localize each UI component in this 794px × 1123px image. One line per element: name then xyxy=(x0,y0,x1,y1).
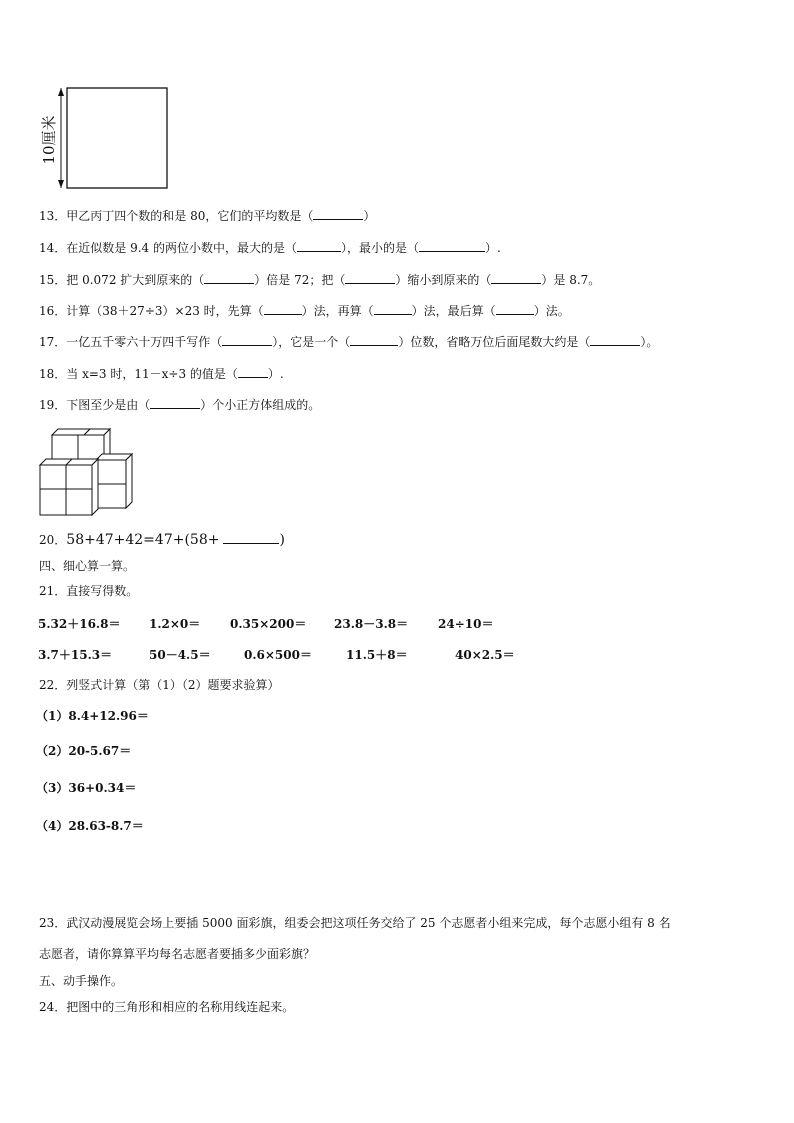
question-18: 18．当 x=3 时，11－x÷3 的值是（ ）. xyxy=(39,367,284,381)
q19-number: 19． xyxy=(39,398,67,412)
cube-face xyxy=(96,460,126,484)
mental-calc-item: 0.35×200＝ xyxy=(230,617,307,631)
cube-face xyxy=(40,489,66,515)
answer-blank[interactable] xyxy=(204,271,254,284)
q14-number: 14． xyxy=(39,241,67,255)
question-24: 24．把图中的三角形和相应的名称用线连起来。 xyxy=(39,1000,295,1014)
answer-blank[interactable] xyxy=(590,333,640,346)
answer-blank[interactable] xyxy=(345,271,395,284)
q23-number: 23． xyxy=(39,916,67,930)
answer-blank[interactable] xyxy=(264,302,302,315)
answer-blank[interactable] xyxy=(491,271,541,284)
q24-number: 24． xyxy=(39,1000,67,1014)
mental-calc-item: 3.7＋15.3＝ xyxy=(38,648,113,662)
q15-number: 15． xyxy=(39,273,67,287)
mental-calc-item: 24÷10＝ xyxy=(438,617,494,631)
question-14: 14．在近似数是 9.4 的两位小数中，最大的是（ ），最小的是（ ）. xyxy=(39,241,501,255)
cube-face xyxy=(96,484,126,508)
cube-face xyxy=(52,435,78,461)
cube-face xyxy=(126,454,132,508)
answer-blank[interactable] xyxy=(150,396,200,409)
question-19: 19．下图至少是由（ ）个小正方体组成的。 xyxy=(39,398,321,412)
vertical-calc-item: （4）28.63-8.7＝ xyxy=(36,819,144,833)
q18-number: 18． xyxy=(39,367,67,381)
q21-number: 21． xyxy=(39,584,67,598)
question-23-line-1: 23．武汉动漫展览会场上要插 5000 面彩旗，组委会把这项任务交给了 25 个志愿者小组来完成，每个志愿小组有 8 名 xyxy=(39,916,671,930)
answer-blank[interactable] xyxy=(313,207,363,220)
answer-blank[interactable] xyxy=(350,333,398,346)
dimension-arrow-bottom xyxy=(58,180,64,188)
square-figure xyxy=(36,82,176,197)
question-20: 20．58+47+42=47+(58+ ) xyxy=(39,532,285,548)
mental-calc-item: 23.8－3.8＝ xyxy=(334,617,409,631)
q20-number: 20． xyxy=(39,533,67,547)
mental-calc-item: 1.2×0＝ xyxy=(149,617,201,631)
answer-blank[interactable] xyxy=(223,531,279,544)
answer-blank[interactable] xyxy=(374,302,412,315)
vertical-calc-item: （3）36+0.34＝ xyxy=(36,781,137,795)
question-13: 13．甲乙丙丁四个数的和是 80，它们的平均数是（ ） xyxy=(39,209,376,223)
mental-calc-item: 40×2.5＝ xyxy=(455,648,515,662)
section-5-heading: 五、动手操作。 xyxy=(39,974,124,988)
vertical-calc-item: （1）8.4+12.96＝ xyxy=(36,709,149,723)
answer-blank[interactable] xyxy=(419,239,485,252)
question-22: 22．列竖式计算（第（1）（2）题要求验算） xyxy=(39,678,280,692)
q17-number: 17． xyxy=(39,335,67,349)
mental-calc-item: 50－4.5＝ xyxy=(149,648,211,662)
square-shape xyxy=(67,88,167,188)
dimension-arrow-top xyxy=(58,88,64,96)
cube-face xyxy=(66,489,92,515)
vertical-calc-item: （2）20-5.67＝ xyxy=(36,744,132,758)
answer-blank[interactable] xyxy=(297,239,341,252)
q22-number: 22． xyxy=(39,678,67,692)
mental-calc-item: 11.5＋8＝ xyxy=(346,648,408,662)
question-16: 16．计算（38＋27÷3）×23 时，先算（ ）法，再算（ ）法，最后算（ ）法。 xyxy=(39,304,570,318)
answer-blank[interactable] xyxy=(222,333,272,346)
cube-face xyxy=(92,459,98,515)
question-17: 17．一亿五千零六十万四千写作（ ），它是一个（ ）位数，省略万位后面尾数大约是（ ）。 xyxy=(39,335,659,349)
question-21: 21．直接写得数。 xyxy=(39,584,139,598)
q13-number: 13． xyxy=(39,209,67,223)
question-15: 15．把 0.072 扩大到原来的（ ）倍是 72；把（ ）缩小到原来的（ ）是 8.7。 xyxy=(39,273,601,287)
section-4-heading: 四、细心算一算。 xyxy=(39,559,136,573)
q16-number: 16． xyxy=(39,304,67,318)
mental-calc-item: 5.32＋16.8＝ xyxy=(38,617,121,631)
cube-face xyxy=(66,465,92,489)
cube-stack-figure xyxy=(38,427,138,519)
answer-blank[interactable] xyxy=(238,365,268,378)
square-side-label: 10厘米 xyxy=(40,115,58,165)
answer-blank[interactable] xyxy=(496,302,534,315)
question-23-line-2: 志愿者，请你算算平均每名志愿者要插多少面彩旗？ xyxy=(39,947,316,961)
cube-face xyxy=(40,465,66,489)
mental-calc-item: 0.6×500＝ xyxy=(244,648,312,662)
